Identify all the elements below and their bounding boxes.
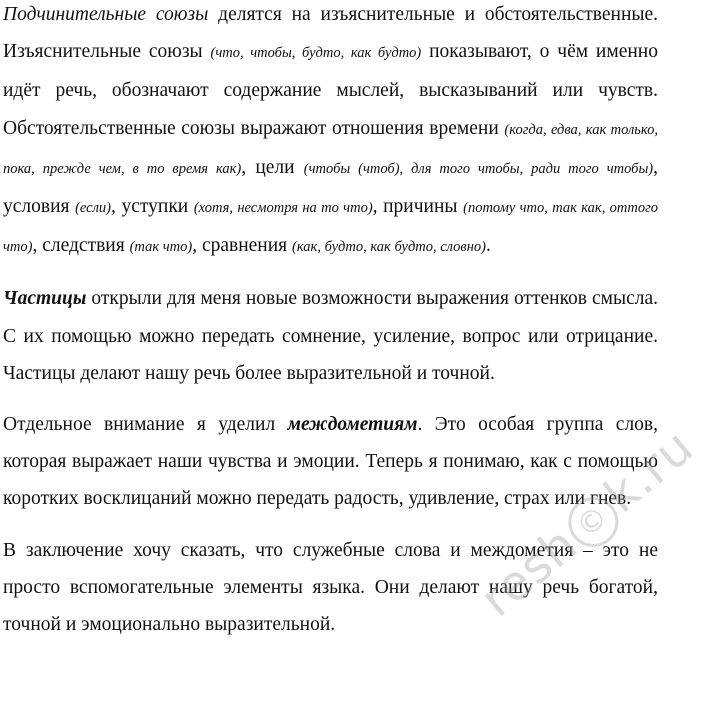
watermark-text: resh xyxy=(470,515,589,628)
segment: (когда, едва, как только, пока, прежде чем, в то время как) xyxy=(3,121,659,177)
segment: , сравнения xyxy=(192,235,293,257)
segment: , причины xyxy=(372,196,464,218)
segment: . Это особая группа слов, которая выражает наши чувства и эмоции. Теперь я понимаю, как с помощью коротких восклицаний можно передать радость, удивление, страх или гнев. xyxy=(3,414,659,510)
segment: (если) xyxy=(75,200,112,217)
segment: (что, чтобы, будто, как будто) xyxy=(210,45,422,62)
segment: В заключение хочу сказать, что служебные слова и междометия – это не просто вспомогательные элементы языка. Они делают нашу речь богатой, точной и эмоционально выразительной. xyxy=(3,539,658,636)
segment: делятся на изъяснительные и обстоятельственные. Изъяснительные союзы xyxy=(3,4,659,63)
paragraph-conjunctions xyxy=(3,0,658,266)
segment: Подчинительные союзы xyxy=(3,4,209,25)
segment: , условия xyxy=(3,156,659,218)
segment: (так что) xyxy=(129,239,193,256)
watermark-text: k.ru xyxy=(593,418,705,524)
segment: междометиям xyxy=(287,414,418,436)
segment: Отдельное внимание я уделил xyxy=(3,414,288,436)
paragraph-interjections xyxy=(3,406,658,518)
segment: , уступки xyxy=(111,196,194,218)
segment: (чтобы (чтоб), для того чтобы, ради того чтобы) xyxy=(303,160,654,177)
paragraph-conclusion xyxy=(3,532,658,644)
segment: (хотя, несмотря на то что) xyxy=(193,200,373,217)
segment: , цели xyxy=(241,156,304,178)
segment: (как, будто, как будто, словно) xyxy=(292,239,486,256)
document-page xyxy=(3,0,658,657)
segment: , следствия xyxy=(32,235,130,257)
paragraph-particles xyxy=(3,280,658,392)
segment: открыли для меня новые возможности выражения оттенков смысла. С их помощью можно передать сомнение, усиление, вопрос или отрицание. Частицы делают нашу речь более выразительной и точной. xyxy=(3,288,658,384)
segment: показывают, о чём именно идёт речь, обозначают содержание мыслей, высказываний или чувств. Обстоятельственные союзы выражают отношения времени xyxy=(3,41,658,139)
copyright-icon: © xyxy=(558,487,628,557)
segment: (потому что, так как, оттого что) xyxy=(3,200,659,256)
segment: . xyxy=(486,235,491,257)
segment: Частицы xyxy=(3,288,87,310)
